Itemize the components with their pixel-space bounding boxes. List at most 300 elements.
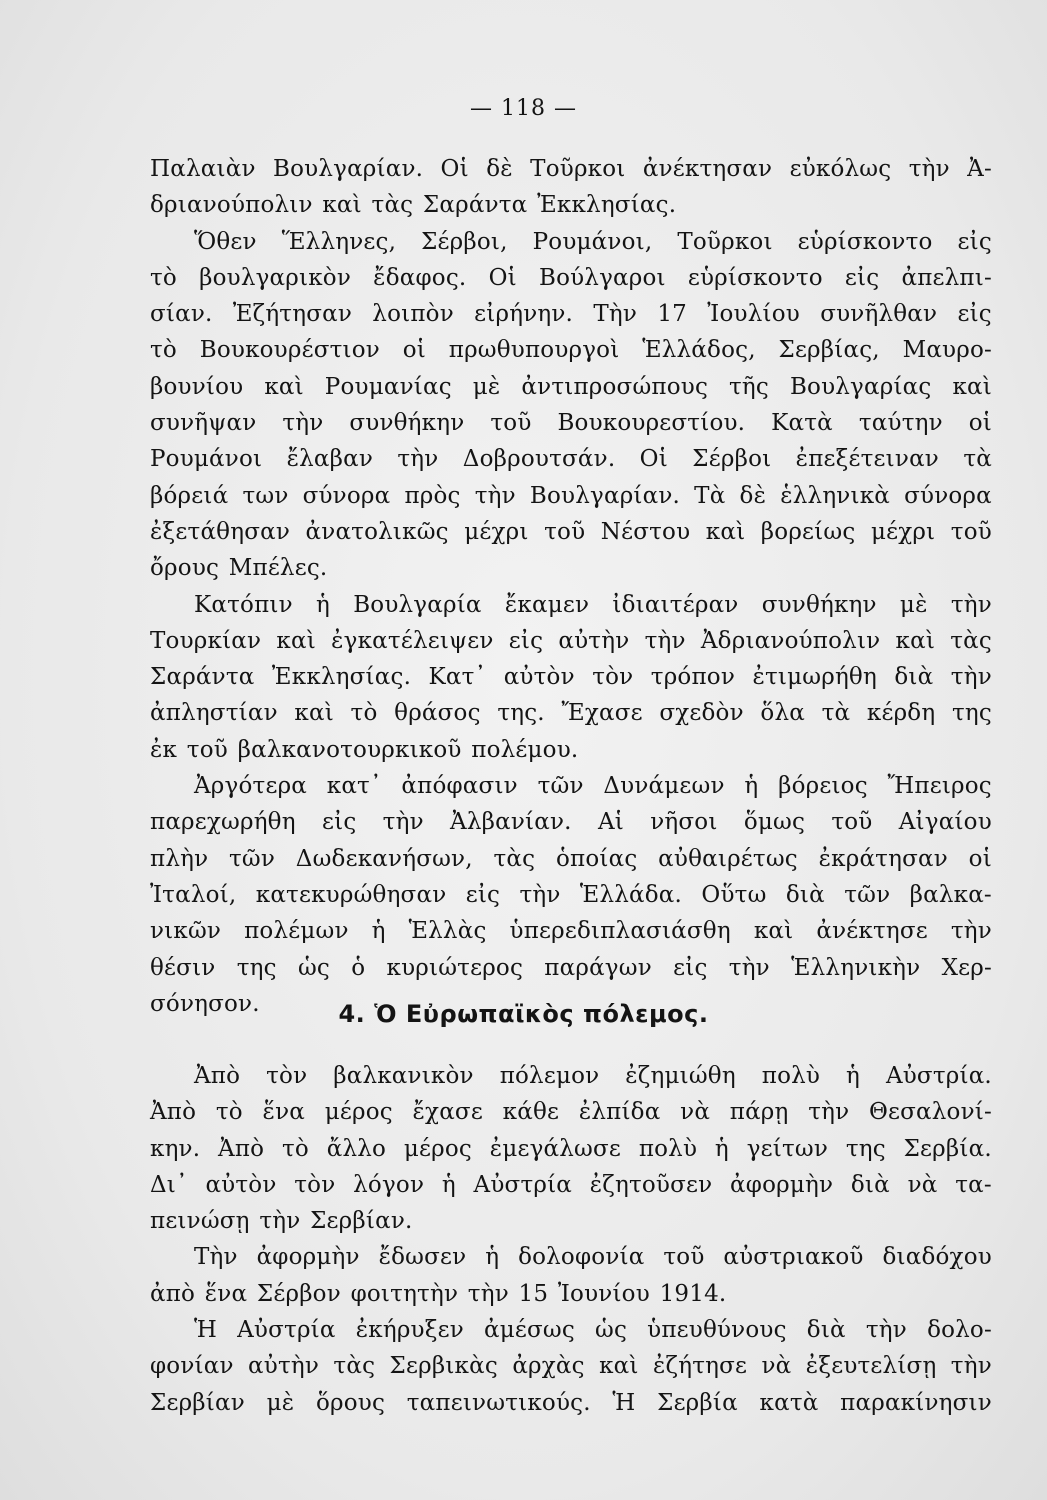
word: ἡ (316, 591, 330, 618)
word: σχεδὸν (659, 700, 744, 727)
word: πολέμου. (471, 736, 579, 763)
word: πολέμων (244, 918, 349, 945)
word: ἡ (846, 1063, 860, 1089)
word: ἀρχὰς (512, 1353, 585, 1380)
word: ἔλαβαν (286, 446, 374, 473)
word: ἰδιαιτέραν (612, 591, 739, 618)
word: λοιπὸν (372, 301, 454, 328)
word: Σερβία. (903, 1135, 992, 1162)
text-line (150, 550, 992, 586)
word: Αἰγαίου (898, 809, 992, 836)
word: ἐκ (150, 736, 178, 763)
text-line (150, 695, 992, 731)
word: ἀφορμὴν (730, 1171, 834, 1198)
word: ἀνέκτησε (816, 918, 928, 945)
word: ἐκήρυξεν (355, 1317, 464, 1344)
word: της (951, 700, 992, 727)
word: νὰ (680, 1099, 711, 1126)
word: Σέρβον (256, 1280, 341, 1307)
word: Σέρβοι, (421, 228, 508, 255)
text-line (150, 623, 992, 659)
word: ἐλπίδα (578, 1099, 661, 1126)
word: πόλεμον (499, 1063, 600, 1089)
word: Ἡ (612, 1389, 636, 1416)
word: Ἕλληνες, (281, 228, 397, 255)
text-line (150, 1348, 992, 1384)
word: κατὰ (759, 1389, 819, 1416)
word: ἄλλο (326, 1135, 387, 1162)
word: ἡ (744, 773, 759, 800)
word: βουνίου (150, 373, 244, 400)
word: Βουλγαρίας (789, 373, 932, 400)
word: μέρος (403, 1135, 473, 1162)
word: αὐτὸν (503, 664, 575, 691)
text-line (150, 1131, 992, 1167)
word: Ἰταλοί, (150, 881, 237, 908)
word: τὰς (333, 1353, 376, 1380)
text-line (150, 768, 992, 804)
word: οἱ (402, 337, 426, 364)
word: εἰρήνην. (474, 301, 574, 328)
word: ἡ (485, 1244, 500, 1271)
section-heading: 4. Ὁ Εὐρωπαϊκὸς πόλεμος. (338, 1000, 709, 1028)
word: τῶν (844, 881, 891, 908)
word: παράγων (544, 954, 652, 981)
word: τα- (955, 1171, 992, 1198)
word: καὶ (753, 918, 794, 945)
word: τὸ (350, 700, 378, 727)
text-line (150, 950, 992, 986)
word: Ἐκκλησίας. (537, 192, 677, 219)
text-line (150, 659, 992, 695)
word: κάθε (502, 1099, 560, 1126)
word: Ἔχασε (561, 700, 643, 727)
word: εἰς (844, 264, 880, 291)
word: τὴν (519, 881, 561, 908)
word: εὑρίσκοντο (687, 264, 823, 291)
word: 1914. (659, 1280, 727, 1307)
word: τρόπον (650, 664, 736, 691)
word: θέσιν (150, 954, 216, 981)
word: ταπεινωτικούς. (406, 1389, 591, 1416)
word: ἑλληνικὰ (780, 482, 891, 509)
word: διὰ (894, 664, 934, 691)
word: ταύτην (858, 410, 943, 437)
word: τῆς (728, 373, 769, 400)
word: ὁποίας (555, 845, 638, 872)
word: τὸν (266, 1063, 308, 1089)
word: τὴν (950, 918, 992, 945)
word: ἐζήτησε (653, 1353, 748, 1380)
word: τὴν (908, 156, 950, 182)
word: εἰς (957, 228, 992, 255)
word: εὐκόλως (789, 156, 892, 182)
word: τοῦ (663, 1244, 705, 1271)
word: Ἀργότερα (194, 773, 308, 800)
word: τὰ (821, 700, 851, 727)
word: νὰ (761, 1353, 792, 1380)
word: τῶν (537, 773, 584, 800)
text-line (150, 1312, 992, 1348)
word: Τὴν (593, 301, 638, 328)
word: Ἀπὸ (218, 1135, 265, 1162)
word: τὴν (259, 1208, 301, 1235)
word: ἡ (371, 918, 386, 945)
word: της (845, 1135, 886, 1162)
word: φοιτητὴν (350, 1280, 459, 1307)
word: ἕνα (204, 1280, 248, 1307)
word: Αὐστρία (473, 1171, 573, 1198)
word: σύνορα (904, 482, 992, 509)
text-line (150, 405, 992, 441)
word: εἰς (673, 954, 708, 981)
word: Ρουμάνοι (150, 446, 263, 473)
word: πλὴν (150, 845, 209, 872)
word: συνθήκην (349, 410, 465, 437)
word: τοῦ (186, 736, 228, 763)
word: Τὰ (694, 482, 726, 509)
word: Ὅθεν (194, 228, 257, 255)
word: ἐζημιώθη (625, 1063, 736, 1089)
word: διὰ (806, 1317, 846, 1344)
word: Ἀπὸ (194, 1063, 241, 1089)
word: αὐστριακοῦ (723, 1244, 864, 1271)
word: Σέρβοι (692, 446, 772, 473)
word: ἐζητοῦσεν (589, 1171, 713, 1198)
word: ὄρους (150, 555, 220, 582)
word: Σερβία (657, 1389, 738, 1416)
word: καὶ (322, 192, 362, 219)
text-line (150, 478, 992, 514)
word: τὸν (294, 1171, 336, 1198)
word: ἡ (714, 1135, 729, 1162)
word: Ἰουλίου (707, 301, 800, 328)
word: ἀνέκτησαν (642, 156, 773, 182)
text-line (150, 1203, 992, 1239)
text-line (150, 151, 992, 187)
word: Δι᾽ (150, 1171, 188, 1198)
word: τὴν (282, 410, 324, 437)
text-line (150, 514, 992, 550)
word: ὡς (297, 954, 330, 981)
word: ὑπερεδιπλασιάσθη (509, 918, 731, 945)
word: Βούλγαροι (538, 264, 666, 291)
word: συνῆλθαν (820, 301, 938, 328)
word: Ἑλλάδα. (579, 881, 683, 908)
word: τὰ (963, 446, 992, 473)
text-line (150, 732, 992, 768)
word: δολοφονία (518, 1244, 645, 1271)
word: Δυνάμεων (603, 773, 725, 800)
word: Οἱ (488, 264, 517, 291)
word: τὴν (644, 627, 686, 654)
word: ἀπὸ (150, 1280, 196, 1307)
word: Ἐζήτησαν (232, 301, 353, 328)
page-number: — 118 — (470, 96, 577, 121)
word: Σερβίαν (150, 1389, 245, 1416)
word: κην. (150, 1135, 201, 1162)
word: ἔκαμεν (504, 591, 590, 618)
word: Τὴν (194, 1244, 238, 1271)
word: τοῦ (950, 518, 992, 545)
word: Οὕτω (701, 881, 767, 908)
word: Βουλγαρία (353, 591, 482, 618)
word: Ἑλλὰς (408, 918, 487, 945)
text-line (150, 841, 992, 877)
word: ὁ (351, 954, 366, 981)
word: εἰς (957, 301, 992, 328)
word: πρωθυπουργοὶ (448, 337, 620, 364)
word: Σαράντα (150, 664, 255, 691)
word: καὶ (294, 700, 334, 727)
word: Κατ᾽ (428, 664, 487, 691)
word: μέχρι (464, 518, 529, 545)
word: τὸ (150, 264, 177, 291)
word: διὰ (785, 881, 825, 908)
word: εὑρίσκοντο (797, 228, 933, 255)
word: τὸ (282, 1135, 309, 1162)
word: Τουρκίαν (150, 627, 262, 654)
word: κατ᾽ (326, 773, 382, 800)
word: ἀμέσως (483, 1317, 575, 1344)
word: Χερ- (941, 954, 992, 981)
word: εἰς (321, 809, 357, 836)
word: βόρειά (150, 482, 229, 509)
word: ὑπευθύνους (647, 1317, 787, 1344)
word: βόρειος (778, 773, 868, 800)
word: θράσος (394, 700, 481, 727)
word: ὅλα (760, 700, 805, 727)
word: Αἱ (597, 809, 624, 836)
word: τοῦ (831, 809, 873, 836)
word: ἔδωσεν (378, 1244, 467, 1271)
word: λόγον (353, 1171, 425, 1198)
word: τὸ (150, 337, 177, 364)
word: Βουλγαρίαν. (273, 156, 424, 182)
word: συνῆψαν (150, 410, 257, 437)
word: καὶ (952, 373, 992, 400)
word: βαλκανικὸν (333, 1063, 474, 1089)
text-line (150, 1094, 992, 1130)
word: ἐπεξέτειναν (795, 446, 939, 473)
word: μὲ (472, 373, 501, 400)
word: 17 (657, 301, 687, 328)
word: Ἀπὸ (150, 1099, 197, 1126)
word: Τοῦρκοι (677, 228, 773, 255)
word: παρακίνησιν (840, 1389, 992, 1416)
word: ἀφορμὴν (256, 1244, 360, 1271)
word: ἐτιμωρήθη (752, 664, 877, 691)
word: τοῦ (544, 518, 586, 545)
word: ὅμως (743, 809, 806, 836)
word: νῆσοι (650, 809, 718, 836)
word: ἕνα (262, 1099, 306, 1126)
word: ἐμεγάλωσε (489, 1135, 622, 1162)
word: παρεχωρήθη (150, 809, 296, 836)
word: Ἰουνίου (557, 1280, 650, 1307)
body-text-block-1 (150, 151, 992, 1022)
word: μὲ (899, 591, 928, 618)
word: εἰς (508, 627, 544, 654)
text-line (150, 913, 992, 949)
word: καὶ (895, 627, 936, 654)
word: Μπέλες. (228, 555, 328, 582)
word: σόνησον. (150, 990, 260, 1017)
word: Ρουμανίας (324, 373, 452, 400)
word: τοῦ (490, 410, 532, 437)
word: τὰς (493, 845, 536, 872)
word: τὴν (950, 591, 992, 618)
word: Θεσαλονί- (868, 1099, 992, 1126)
word: ἀντιπροσώπους (521, 373, 709, 400)
word: Ἑλληνικὴν (791, 954, 921, 981)
word: Νέστου (600, 518, 691, 545)
word: ἔχασε (412, 1099, 483, 1126)
word: Αὐστρία. (885, 1063, 992, 1089)
word: Κατόπιν (194, 591, 293, 618)
word: Ἐκκλησίας. (271, 664, 412, 691)
word: πρὸς (404, 482, 461, 509)
word: πολὺ (761, 1063, 821, 1089)
word: οἱ (968, 410, 992, 437)
word: Δοβρουτσάν. (462, 446, 616, 473)
word: Βουλγαρίαν. (529, 482, 681, 509)
word: τὴν (865, 1317, 907, 1344)
word: αὐτὸν (205, 1171, 277, 1198)
word: μέχρι (870, 518, 936, 545)
text-line (150, 260, 992, 296)
word: βορείως (760, 518, 856, 545)
text-line (150, 224, 992, 260)
word: Ἤπειρος (887, 773, 992, 800)
word: πάρῃ (729, 1099, 789, 1126)
word: τὰς (371, 192, 414, 219)
word: νὰ (907, 1171, 938, 1198)
word: των (242, 482, 289, 509)
word: ἀνατολικῶς (305, 518, 449, 545)
word: πολὺ (638, 1135, 698, 1162)
word: βαλκα- (909, 881, 992, 908)
word: σίαν. (150, 301, 213, 328)
word: Βουκουρέστιον (199, 337, 380, 364)
word: μέρος (324, 1099, 393, 1126)
word: της. (497, 700, 545, 727)
word: δὲ (486, 156, 513, 182)
word: ἡ (441, 1171, 456, 1198)
word: Σερβίαν. (310, 1208, 413, 1235)
word: γείτων (746, 1135, 829, 1162)
word: ὡς (595, 1317, 628, 1344)
word: καὶ (705, 518, 746, 545)
word: Βουκουρεστίου. (557, 410, 746, 437)
word: Ἀ- (967, 156, 992, 182)
word: σύνορα (302, 482, 391, 509)
word: ἐγκατέλειψεν (331, 627, 494, 654)
word: δριανούπολιν (150, 192, 313, 219)
word: τὴν (808, 1099, 850, 1126)
word: 15 (518, 1280, 549, 1307)
word: Αὐστρία (237, 1317, 336, 1344)
word: τὴν (728, 954, 770, 981)
text-line (150, 1276, 992, 1312)
text-line (150, 332, 992, 368)
word: βαλκανοτουρκικοῦ (237, 736, 462, 763)
text-line (150, 1385, 992, 1421)
word: Δωδεκανήσων, (295, 845, 473, 872)
word: τὰς (950, 627, 992, 654)
text-line (150, 296, 992, 332)
word: τὴν (382, 809, 424, 836)
word: τὴν (950, 664, 992, 691)
word: Οἱ (440, 156, 469, 182)
word: ὅρους (315, 1389, 386, 1416)
word: δολο- (927, 1317, 992, 1344)
word: Κατὰ (771, 410, 833, 437)
text-line (150, 1239, 992, 1275)
word: της (236, 954, 277, 981)
text-line (150, 587, 992, 623)
text-line (150, 804, 992, 840)
word: κέρδη (866, 700, 936, 727)
word: διαδόχου (882, 1244, 992, 1271)
word: φονίαν (150, 1353, 234, 1380)
word: Οἱ (639, 446, 668, 473)
word: αὐτὴν (248, 1353, 320, 1380)
word: Παλαιὰν (150, 156, 256, 182)
text-line (150, 1167, 992, 1203)
text-line (150, 369, 992, 405)
word: οἱ (968, 845, 992, 872)
word: τῶν (229, 845, 276, 872)
word: καὶ (599, 1353, 639, 1380)
word: ἀπληστίαν (150, 700, 278, 727)
word: κατεκυρώθησαν (255, 881, 447, 908)
word: τὴν (950, 1353, 992, 1380)
word: τὸν (592, 664, 634, 691)
body-text-block-2 (150, 1058, 992, 1421)
text-line (150, 187, 992, 223)
word: μὲ (266, 1389, 295, 1416)
word: Μαυρο- (902, 337, 992, 364)
word: Τοῦρκοι (530, 156, 626, 182)
word: Ρουμάνοι, (532, 228, 653, 255)
word: δὲ (739, 482, 767, 509)
word: κυριώτερος (386, 954, 524, 981)
word: βουλγαρικὸν (199, 264, 352, 291)
word: τὴν (467, 1280, 509, 1307)
word: ἐξευτελίσῃ (805, 1353, 937, 1380)
text-line (150, 877, 992, 913)
word: διὰ (850, 1171, 890, 1198)
word: τὴν (397, 446, 439, 473)
text-line (150, 1058, 992, 1094)
word: ἐξετάθησαν (150, 518, 291, 545)
word: τὴν (474, 482, 516, 509)
word: τὸ (215, 1099, 243, 1126)
word: ἐκράτησαν (818, 845, 948, 872)
word: αὐτὴν (558, 627, 630, 654)
word: εἰς (465, 881, 501, 908)
word: ἀπελπι- (901, 264, 992, 291)
word: ἀπόφασιν (401, 773, 518, 800)
word: αὐθαιρέτως (658, 845, 798, 872)
text-line (150, 441, 992, 477)
word: Σερβίας, (778, 337, 880, 364)
word: πεινώσῃ (150, 1208, 250, 1235)
word: ἔδαφος. (373, 264, 467, 291)
word: Ἡ (194, 1317, 218, 1344)
word: νικῶν (150, 918, 222, 945)
